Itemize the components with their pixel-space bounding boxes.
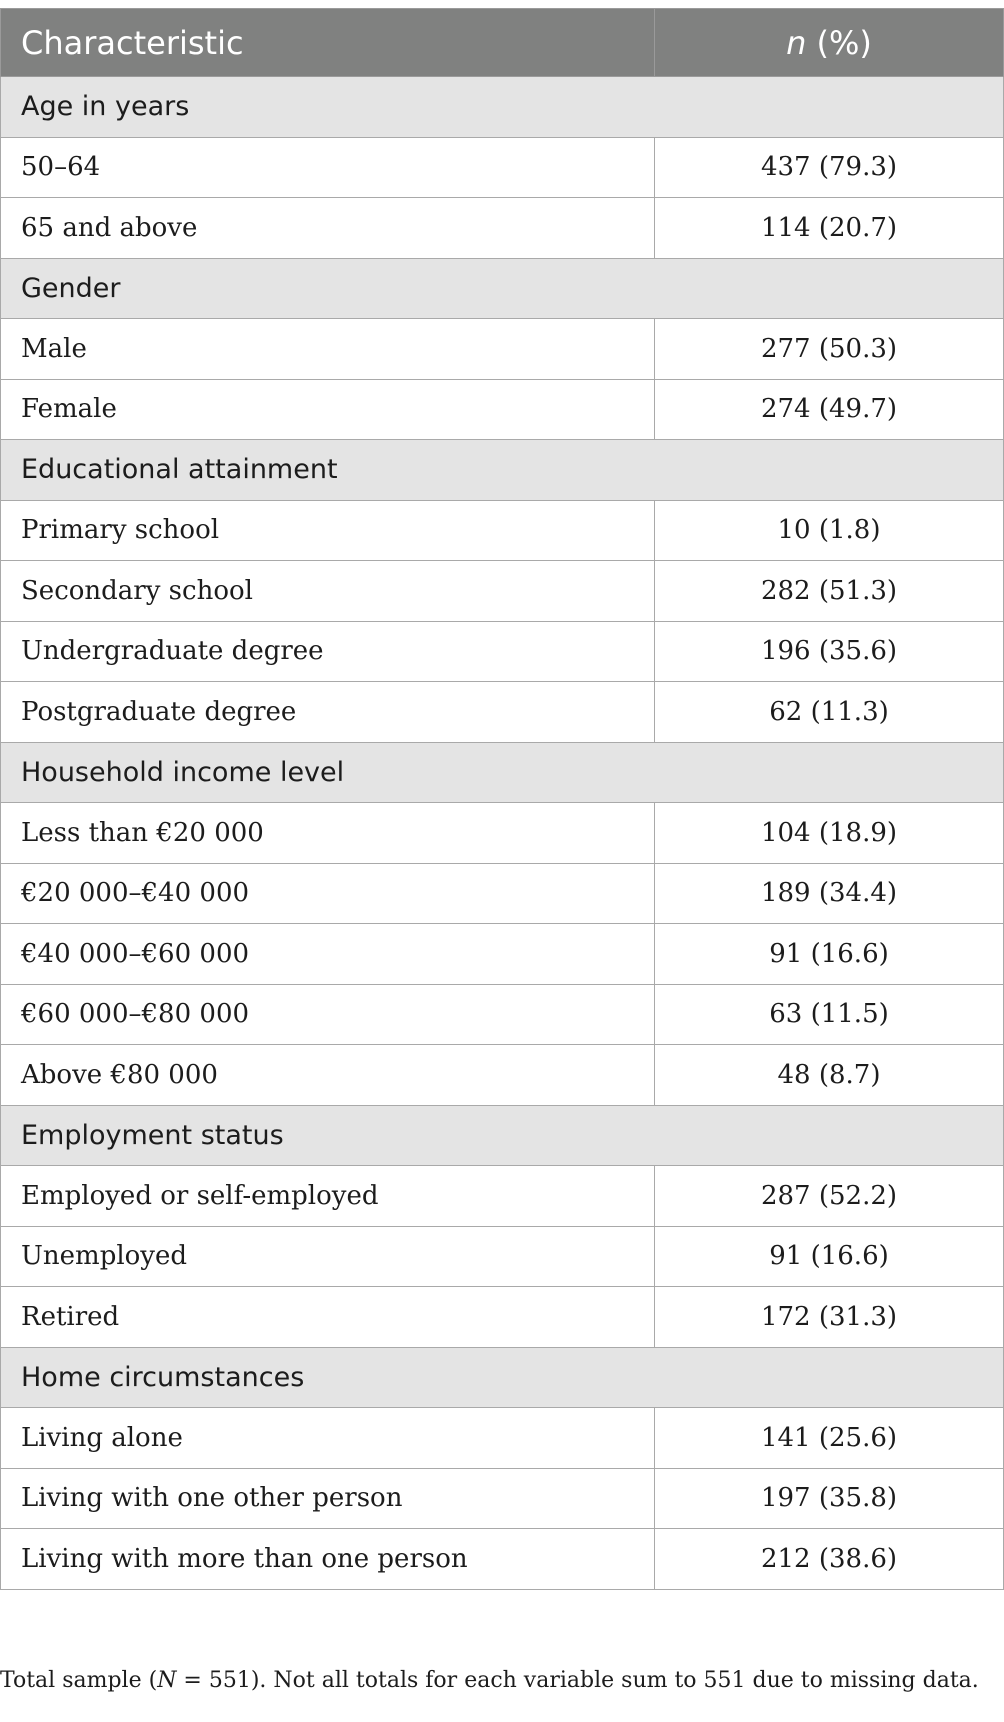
row-value: 212 (38.6) <box>655 1529 1004 1590</box>
table-row <box>1 984 1004 1045</box>
row-value: 196 (35.6) <box>655 621 1004 682</box>
table-row <box>1 682 1004 743</box>
row-value: 63 (11.5) <box>655 984 1004 1045</box>
row-value: 91 (16.6) <box>655 924 1004 985</box>
row-label: 50–64 <box>1 137 655 198</box>
section-row <box>1 77 1004 138</box>
row-label: Secondary school <box>1 561 655 622</box>
row-label: Employed or self-employed <box>1 1166 655 1227</box>
demographics-table <box>0 8 1004 1590</box>
row-label: 65 and above <box>1 198 655 259</box>
section-row <box>1 1347 1004 1408</box>
row-label: Female <box>1 379 655 440</box>
table-body <box>1 77 1004 1590</box>
section-title: Household income level <box>1 742 1004 803</box>
row-value: 48 (8.7) <box>655 1045 1004 1106</box>
header-n-percent <box>655 9 1004 77</box>
section-row <box>1 742 1004 803</box>
row-value: 274 (49.7) <box>655 379 1004 440</box>
table-row <box>1 621 1004 682</box>
row-value: 277 (50.3) <box>655 319 1004 380</box>
row-label: Unemployed <box>1 1226 655 1287</box>
table-row <box>1 319 1004 380</box>
row-label: Living with more than one person <box>1 1529 655 1590</box>
row-label: €20 000–€40 000 <box>1 863 655 924</box>
table-row <box>1 1468 1004 1529</box>
row-label: Undergraduate degree <box>1 621 655 682</box>
row-value: 172 (31.3) <box>655 1287 1004 1348</box>
row-value: 104 (18.9) <box>655 803 1004 864</box>
table-row <box>1 1226 1004 1287</box>
row-label: Living alone <box>1 1408 655 1469</box>
row-value: 141 (25.6) <box>655 1408 1004 1469</box>
table-row <box>1 379 1004 440</box>
row-label: Less than €20 000 <box>1 803 655 864</box>
footnote-prefix: Total sample ( <box>0 1668 158 1693</box>
table-row <box>1 1166 1004 1227</box>
table-row <box>1 1529 1004 1590</box>
row-value: 287 (52.2) <box>655 1166 1004 1227</box>
table-header <box>1 9 1004 77</box>
section-title: Age in years <box>1 77 1004 138</box>
table-row <box>1 137 1004 198</box>
table-row <box>1 198 1004 259</box>
section-row <box>1 1105 1004 1166</box>
section-title: Employment status <box>1 1105 1004 1166</box>
footnote-suffix: = 551). Not all totals for each variable sum to 551 due to missing data. <box>176 1668 979 1693</box>
row-value: 437 (79.3) <box>655 137 1004 198</box>
header-characteristic: Characteristic <box>1 9 655 77</box>
header-percent-suffix: (%) <box>806 23 872 62</box>
section-title: Home circumstances <box>1 1347 1004 1408</box>
row-label: Retired <box>1 1287 655 1348</box>
section-title: Gender <box>1 258 1004 319</box>
table-row <box>1 1287 1004 1348</box>
row-label: Male <box>1 319 655 380</box>
demographics-table-container <box>0 8 1003 1590</box>
row-value: 282 (51.3) <box>655 561 1004 622</box>
row-label: Living with one other person <box>1 1468 655 1529</box>
section-row <box>1 258 1004 319</box>
table-row <box>1 500 1004 561</box>
row-label: €60 000–€80 000 <box>1 984 655 1045</box>
row-label: Primary school <box>1 500 655 561</box>
row-value: 62 (11.3) <box>655 682 1004 743</box>
table-row <box>1 803 1004 864</box>
section-row <box>1 440 1004 501</box>
table-row <box>1 1045 1004 1106</box>
header-row <box>1 9 1004 77</box>
row-label: Above €80 000 <box>1 1045 655 1106</box>
row-label: €40 000–€60 000 <box>1 924 655 985</box>
row-value: 189 (34.4) <box>655 863 1004 924</box>
table-footnote <box>0 1668 1004 1693</box>
table-row <box>1 924 1004 985</box>
row-value: 197 (35.8) <box>655 1468 1004 1529</box>
row-value: 114 (20.7) <box>655 198 1004 259</box>
table-row <box>1 561 1004 622</box>
row-value: 10 (1.8) <box>655 500 1004 561</box>
row-label: Postgraduate degree <box>1 682 655 743</box>
section-title: Educational attainment <box>1 440 1004 501</box>
row-value: 91 (16.6) <box>655 1226 1004 1287</box>
footnote-n-symbol: N <box>157 1668 177 1693</box>
table-row <box>1 1408 1004 1469</box>
table-row <box>1 863 1004 924</box>
header-n-symbol: n <box>786 23 807 62</box>
